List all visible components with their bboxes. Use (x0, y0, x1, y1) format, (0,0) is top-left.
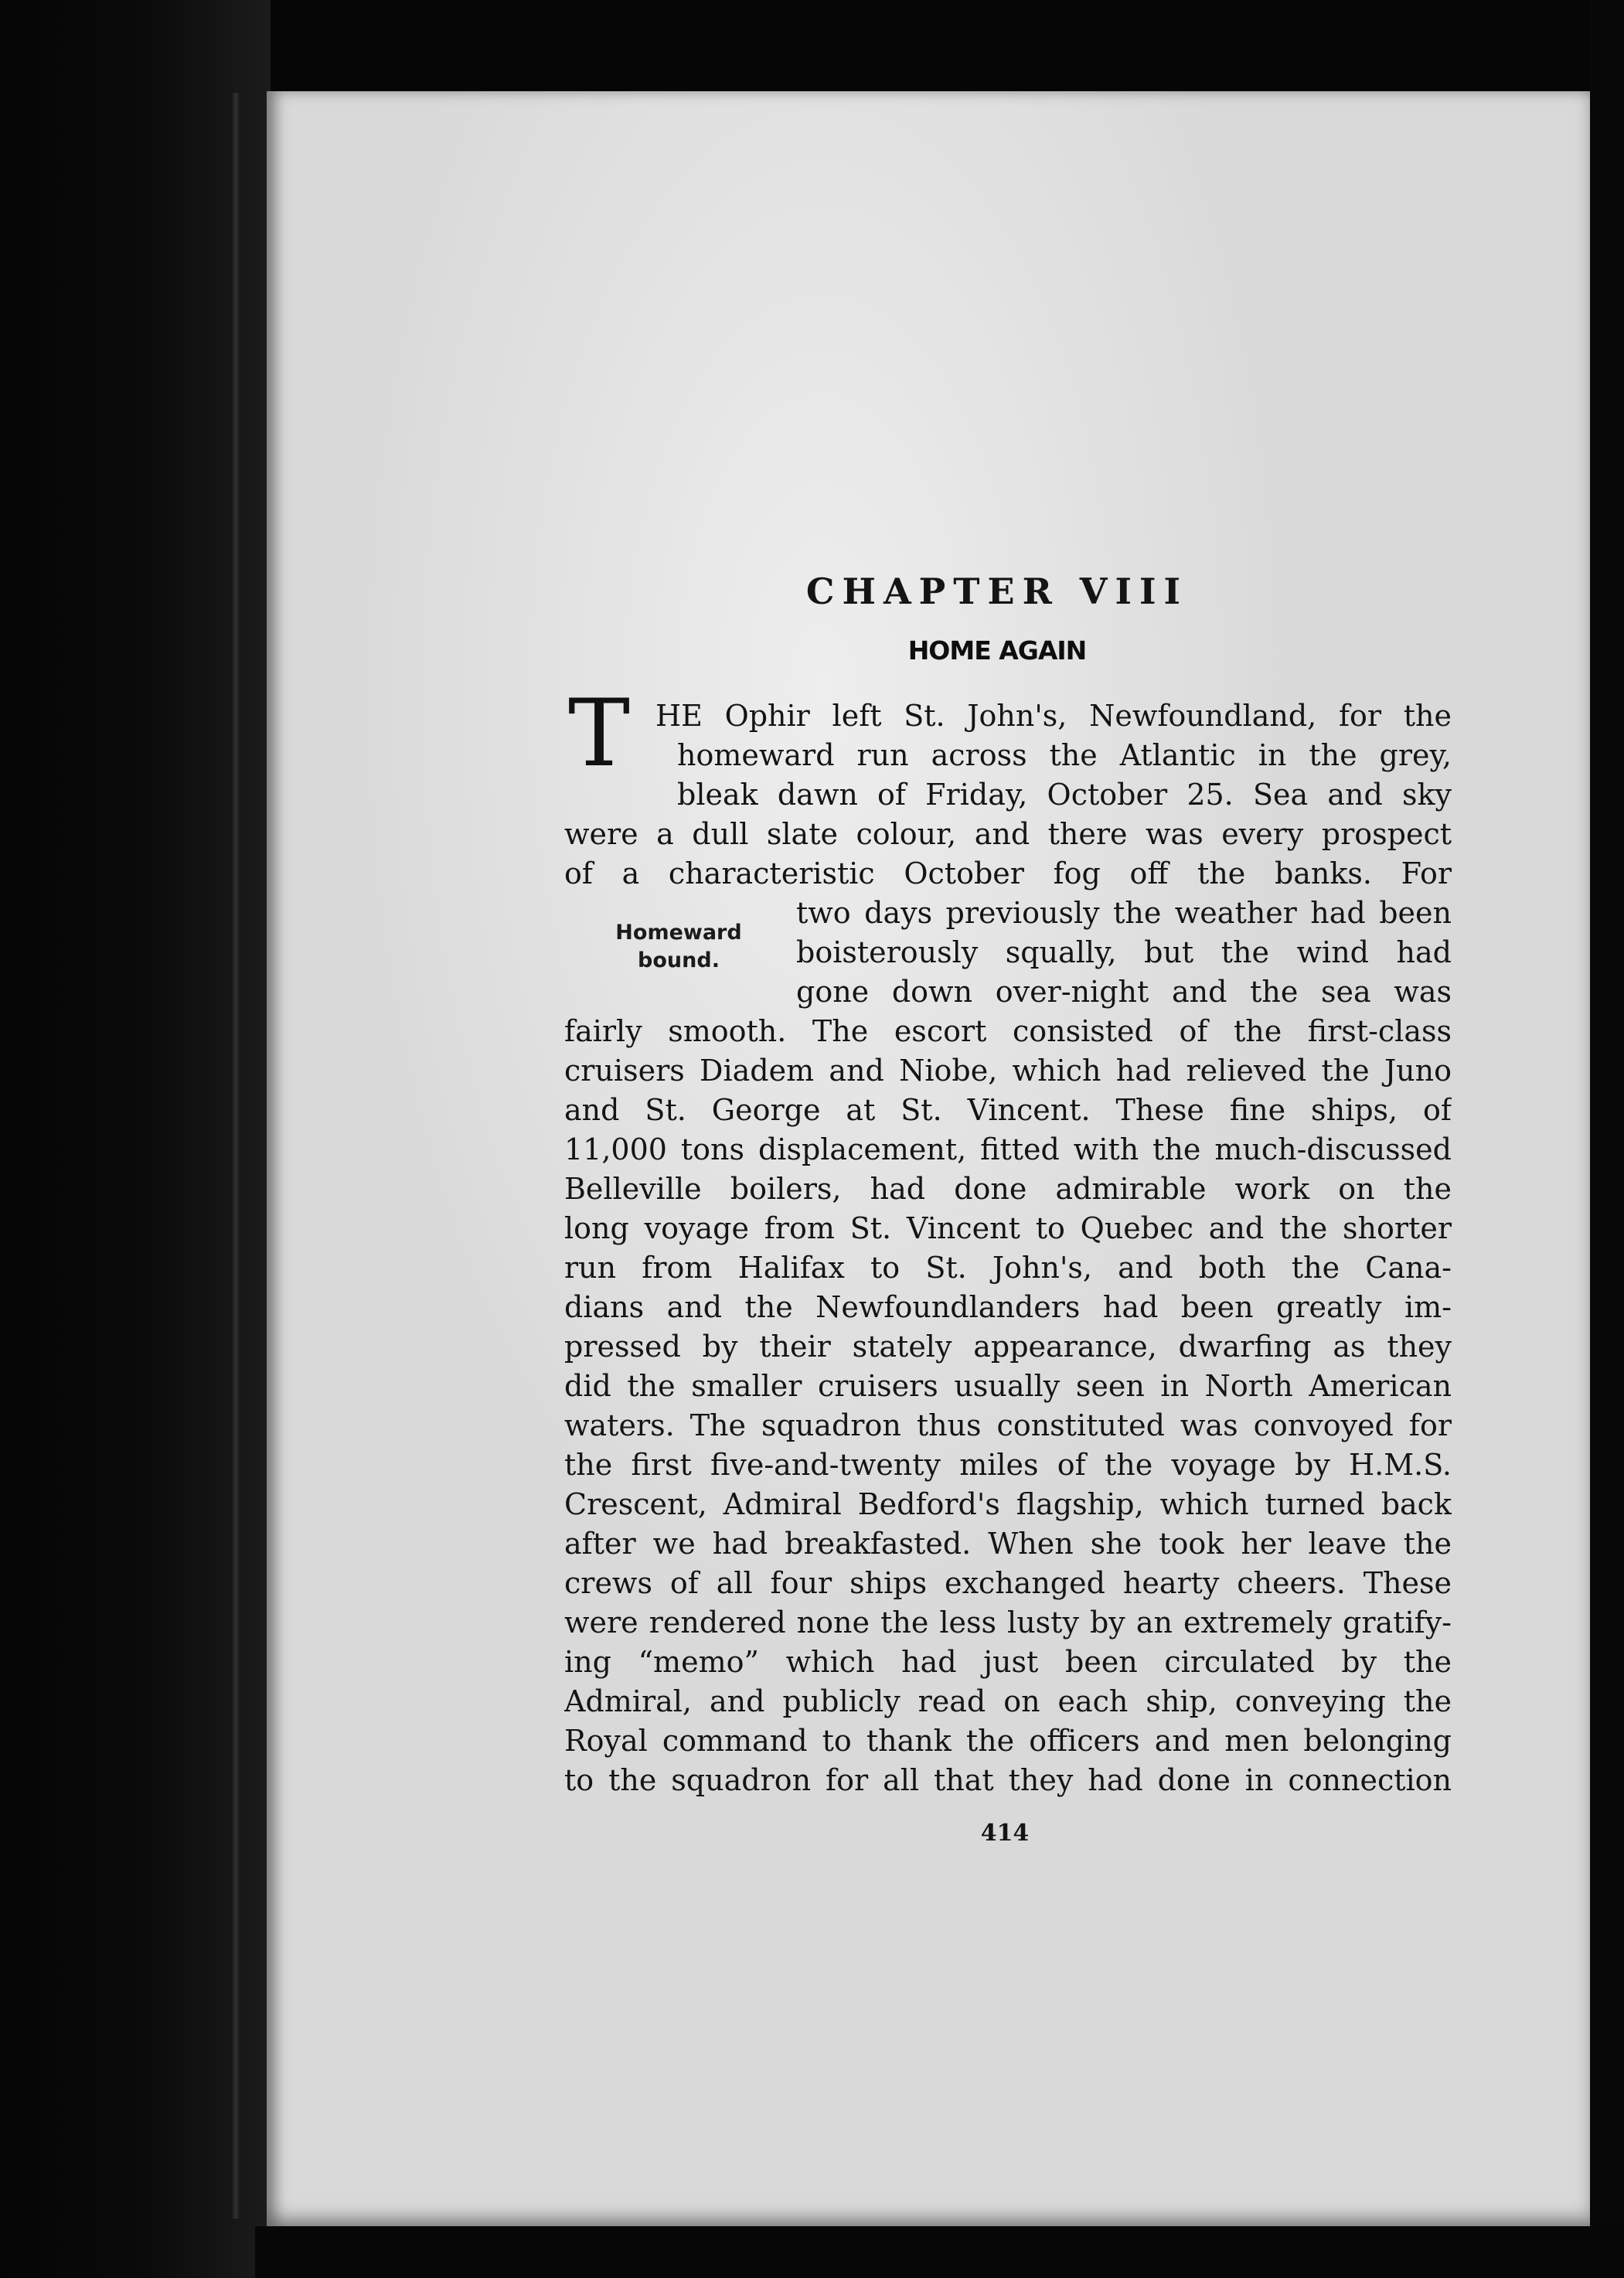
body-line-19: waters. The squadron thus constituted was convoyed for (564, 1408, 1452, 1442)
body-line-15: run from Halifax to St. John's, and both the Cana- (564, 1251, 1452, 1285)
body-line-5: of a characteristic October fog off the banks. For (564, 856, 1452, 890)
body-line-25: ing “memo” which had just been circulated by the (564, 1645, 1452, 1679)
body-line-9: fairly smooth. The escort consisted of the first-class (564, 1014, 1452, 1048)
scan-bottom-border (255, 2226, 1624, 2278)
body-line-8: gone down over-night and the sea was (796, 975, 1452, 1009)
body-line-23: crews of all four ships exchanged hearty cheers. These (564, 1566, 1452, 1600)
page-stack-edge (232, 93, 240, 2218)
body-line-12: 11,000 tons displacement, fitted with the much-discussed (564, 1132, 1452, 1166)
body-line-11: and St. George at St. Vincent. These fine ships, of (564, 1093, 1452, 1127)
margin-note-line-2: bound. (638, 948, 720, 972)
body-line-18: did the smaller cruisers usually seen in North American (564, 1369, 1452, 1403)
body-line-17: pressed by their stately appearance, dwarfing as they (564, 1330, 1452, 1364)
body-line-28: to the squadron for all that they had done in connection (564, 1763, 1452, 1797)
body-line-10: cruisers Diadem and Niobe, which had relieved the Juno (564, 1054, 1452, 1088)
body-line-4: were a dull slate colour, and there was every prospect (564, 817, 1452, 851)
body-line-1 (655, 696, 1452, 735)
page-number: 414 (980, 1820, 1030, 1847)
body-line-7: boisterously squally, but the wind had (796, 935, 1452, 969)
scan-right-border (1590, 0, 1624, 2278)
body-line-6: two days previously the weather had been (796, 896, 1452, 930)
line-1-text: HE Ophir left St. John's, Newfoundland, for the (655, 699, 1452, 733)
body-line-2: homeward run across the Atlantic in the grey, (677, 738, 1452, 772)
body-line-3: bleak dawn of Friday, October 25. Sea and sky (677, 778, 1452, 812)
body-line-22: after we had breakfasted. When she took her leave the (564, 1527, 1452, 1561)
chapter-title: CHAPTER VIII (805, 570, 1189, 612)
drop-cap: T (568, 680, 631, 788)
chapter-subtitle: HOME AGAIN (907, 635, 1087, 666)
margin-note-line-1: Homeward (615, 921, 742, 945)
body-line-16: dians and the Newfoundlanders had been greatly im- (564, 1290, 1452, 1324)
body-line-21: Crescent, Admiral Bedford's flagship, which turned back (564, 1487, 1452, 1521)
body-line-20: the first five-and-twenty miles of the voyage by H.M.S. (564, 1448, 1452, 1482)
body-line-27: Royal command to thank the officers and men belonging (564, 1724, 1452, 1758)
body-line-13: Belleville boilers, had done admirable work on the (564, 1172, 1452, 1206)
body-line-14: long voyage from St. Vincent to Quebec and the shorter (564, 1211, 1452, 1245)
body-line-24: were rendered none the less lusty by an extremely gratify- (564, 1605, 1452, 1640)
book-edge (0, 0, 271, 2278)
body-line-26: Admiral, and publicly read on each ship, conveying the (564, 1684, 1452, 1718)
